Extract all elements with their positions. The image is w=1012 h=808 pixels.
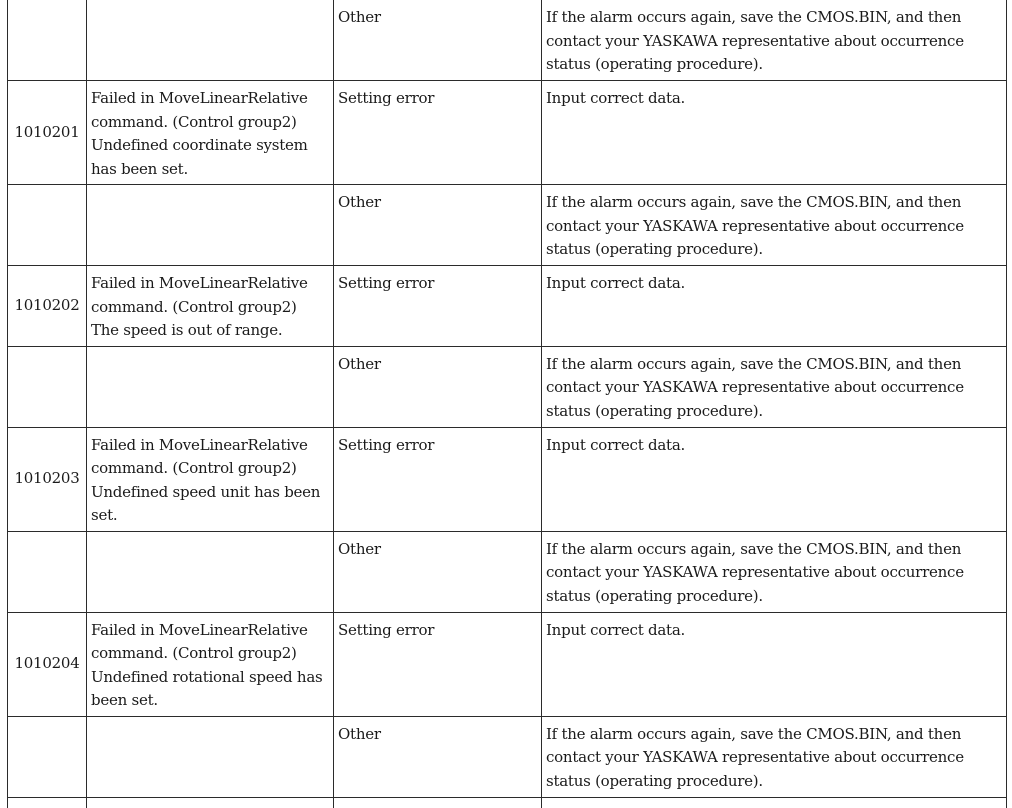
alarm-table-container (7, 0, 1006, 808)
remedy-line: contact your YASKAWA representative about occurrence (546, 378, 964, 396)
remedy-cell (542, 531, 1007, 612)
cause-text: Other (338, 724, 381, 743)
alarm-message-line: been set. (91, 691, 158, 709)
remedy-line: status (operating procedure). (546, 240, 763, 258)
alarm-code: 1010203 (14, 469, 80, 488)
cause-text: Setting error (338, 435, 435, 454)
alarm-message-cell (87, 797, 334, 808)
remedy-text: Input correct data. (546, 435, 686, 454)
cause-text: Other (338, 539, 381, 558)
alarm-message-cell (87, 716, 334, 797)
alarm-code-cell (8, 797, 87, 808)
remedy-line: If the alarm occurs again, save the CMOS.BIN, and then (546, 724, 962, 743)
alarm-message-line: Undefined rotational speed has (91, 667, 323, 686)
alarm-message-line: Undefined coordinate system (91, 136, 308, 154)
cause-cell (334, 797, 542, 808)
remedy-text: Input correct data. (546, 89, 686, 107)
alarm-message-cell (87, 612, 334, 716)
cause-cell (334, 81, 542, 185)
alarm-message-cell (87, 427, 334, 531)
remedy-cell (542, 612, 1007, 716)
remedy-text: Input correct data. (546, 620, 686, 639)
remedy-text: Input correct data. (546, 274, 686, 292)
alarm-code-cell (8, 0, 87, 81)
cause-cell (334, 266, 542, 347)
alarm-code-cell (8, 531, 87, 612)
table-row-alarm-1010204-other (8, 716, 1007, 797)
alarm-code-cell (8, 81, 87, 185)
alarm-message-line: has been set. (91, 159, 188, 178)
alarm-message-line: command. (Control group2) (91, 644, 297, 662)
alarm-message-line: Failed in MoveLinearRelative (91, 274, 308, 292)
alarm-message-line: command. (Control group2) (91, 459, 297, 477)
remedy-line: status (operating procedure). (546, 55, 763, 73)
remedy-cell (542, 427, 1007, 531)
alarm-code-cell (8, 185, 87, 266)
alarm-message-line: command. (Control group2) (91, 297, 297, 316)
alarm-table (7, 0, 1007, 808)
alarm-code-cell (8, 612, 87, 716)
cause-text: Other (338, 8, 381, 26)
cause-cell (334, 346, 542, 427)
alarm-code: 1010201 (14, 122, 80, 141)
alarm-message-cell (87, 266, 334, 347)
remedy-line: If the alarm occurs again, save the CMOS.BIN, and then (546, 354, 962, 373)
cause-cell (334, 531, 542, 612)
remedy-line: status (operating procedure). (546, 586, 763, 605)
remedy-line: If the alarm occurs again, save the CMOS.BIN, and then (546, 193, 962, 211)
remedy-line: If the alarm occurs again, save the CMOS.BIN, and then (546, 8, 962, 26)
remedy-line: contact your YASKAWA representative about occurrence (546, 216, 964, 235)
alarm-message-cell (87, 81, 334, 185)
remedy-cell (542, 0, 1007, 81)
remedy-line: status (operating procedure). (546, 401, 763, 420)
alarm-message-line: set. (91, 506, 118, 524)
alarm-message-line: Undefined speed unit has been (91, 482, 321, 501)
alarm-message-cell (87, 531, 334, 612)
alarm-code: 1010204 (14, 654, 80, 673)
table-row-alarm-1010201-setting (8, 81, 1007, 185)
alarm-message-line: Failed in MoveLinearRelative (91, 620, 308, 639)
remedy-line: contact your YASKAWA representative about occurrence (546, 748, 964, 766)
alarm-message-line: Failed in MoveLinearRelative (91, 89, 308, 107)
alarm-code-cell (8, 266, 87, 347)
table-row-alarm-1010202-setting (8, 266, 1007, 347)
cause-text: Setting error (338, 89, 435, 107)
remedy-line: If the alarm occurs again, save the CMOS.BIN, and then (546, 539, 962, 558)
table-row-alarm-1010203-other (8, 531, 1007, 612)
remedy-cell (542, 716, 1007, 797)
remedy-cell (542, 797, 1007, 808)
alarm-message-cell (87, 346, 334, 427)
cause-cell (334, 185, 542, 266)
alarm-message-line: Failed in MoveLinearRelative (91, 435, 308, 454)
alarm-code-cell (8, 346, 87, 427)
remedy-line: status (operating procedure). (546, 771, 763, 790)
cause-text: Setting error (338, 274, 435, 292)
remedy-line: contact your YASKAWA representative about occurrence (546, 31, 964, 50)
alarm-code: 1010202 (14, 296, 80, 314)
remedy-cell (542, 81, 1007, 185)
remedy-line: contact your YASKAWA representative about occurrence (546, 563, 964, 581)
alarm-message-cell (87, 0, 334, 81)
table-row-alarm-1010201-other (8, 185, 1007, 266)
table-row-alarm-1010204-setting (8, 612, 1007, 716)
cause-text: Setting error (338, 620, 435, 639)
alarm-message-cell (87, 185, 334, 266)
cause-cell (334, 0, 542, 81)
alarm-code-cell (8, 427, 87, 531)
cause-cell (334, 612, 542, 716)
table-row-alarm-1010203-setting (8, 427, 1007, 531)
cause-text: Other (338, 193, 381, 211)
cause-cell (334, 716, 542, 797)
table-row-cutoff (8, 797, 1007, 808)
cause-text: Other (338, 354, 381, 373)
alarm-message-line: The speed is out of range. (91, 321, 283, 339)
table-row-continuation (8, 0, 1007, 81)
table-row-alarm-1010202-other (8, 346, 1007, 427)
alarm-message-line: command. (Control group2) (91, 112, 297, 131)
remedy-cell (542, 266, 1007, 347)
remedy-cell (542, 185, 1007, 266)
remedy-cell (542, 346, 1007, 427)
cause-cell (334, 427, 542, 531)
alarm-code-cell (8, 716, 87, 797)
